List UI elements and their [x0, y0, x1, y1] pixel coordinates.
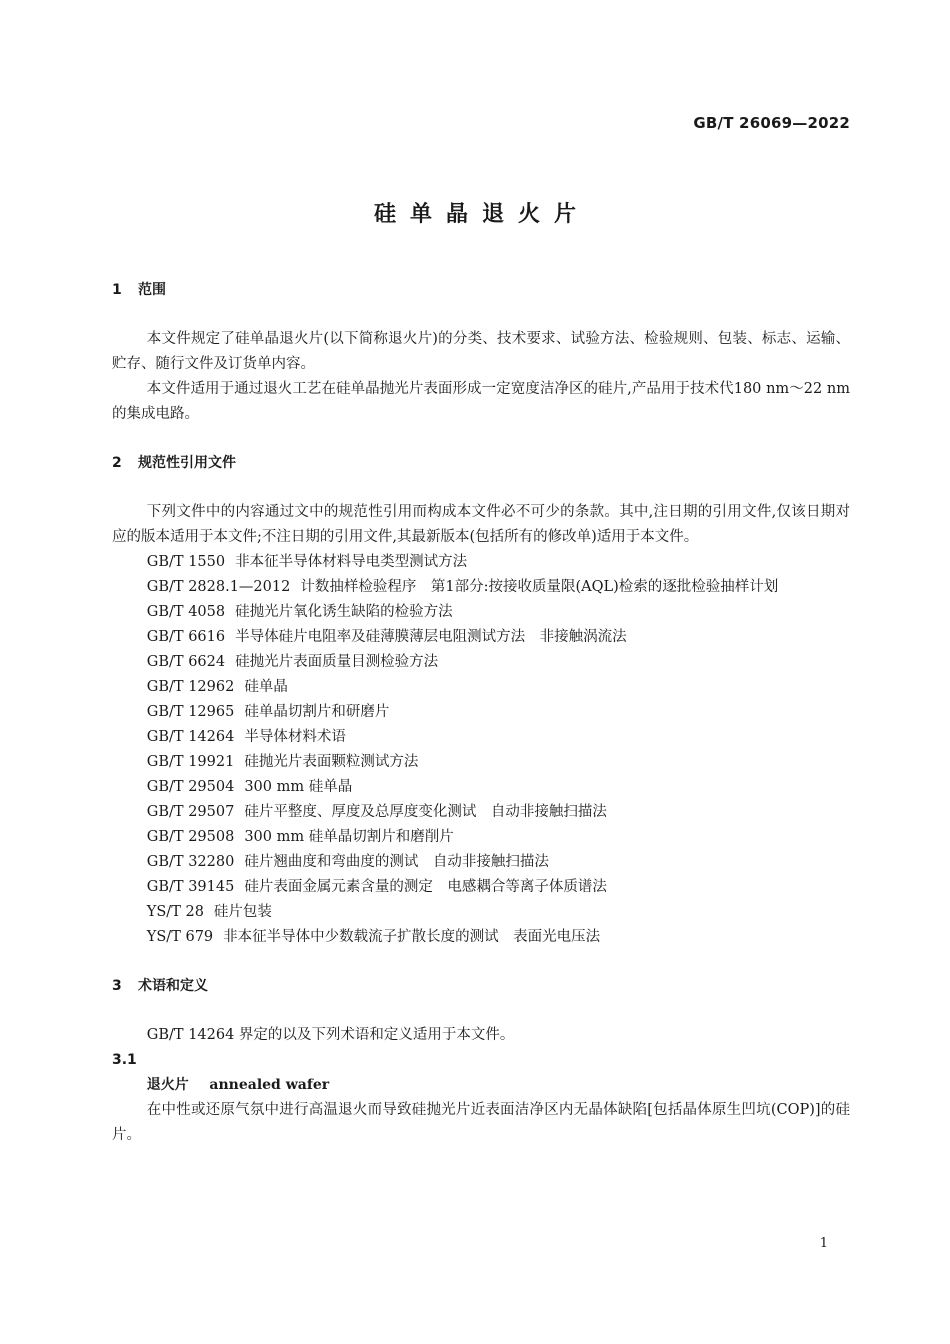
reference-code: GB/T 2828.1—2012 [146, 579, 291, 595]
section-title: 术语和定义 [138, 978, 208, 994]
reference-item [112, 825, 850, 850]
reference-title: 硅单晶 [244, 679, 288, 695]
reference-title: 半导体硅片电阻率及硅薄膜薄层电阻测试方法 非接触涡流法 [235, 629, 627, 645]
reference-item [112, 900, 850, 925]
reference-item [112, 775, 850, 800]
term-english: annealed wafer [209, 1077, 330, 1093]
reference-item [112, 800, 850, 825]
clause-number: 3.1 [112, 1052, 137, 1068]
reference-title: 非本征半导体中少数载流子扩散长度的测试 表面光电压法 [223, 929, 601, 945]
reference-item [112, 875, 850, 900]
reference-code: GB/T 29504 [146, 779, 235, 795]
reference-item [112, 625, 850, 650]
section-heading-terms [112, 974, 850, 999]
section-number: 1 [112, 282, 122, 298]
reference-title: 硅抛光片氧化诱生缺陷的检验方法 [235, 604, 453, 620]
reference-item [112, 725, 850, 750]
references-intro: 下列文件中的内容通过文中的规范性引用而构成本文件必不可少的条款。其中,注日期的引用文件,仅该日期对应的版本适用于本文件;不注日期的引用文件,其最新版本(包括所有的修改单)适用于本文件。 [112, 504, 850, 545]
reference-code: YS/T 679 [146, 929, 214, 945]
reference-item [112, 700, 850, 725]
reference-code: YS/T 28 [146, 904, 204, 920]
terms-intro: GB/T 14264 界定的以及下列术语和定义适用于本文件。 [146, 1027, 515, 1043]
page-number: 1 [819, 1236, 828, 1251]
reference-title: 硅片表面金属元素含量的测定 电感耦合等离子体质谱法 [244, 879, 607, 895]
section-title: 规范性引用文件 [138, 455, 236, 471]
section-heading-references [112, 451, 850, 476]
reference-code: GB/T 14264 [146, 729, 235, 745]
section-number: 2 [112, 455, 122, 471]
reference-code: GB/T 12965 [146, 704, 235, 720]
reference-code: GB/T 29508 [146, 829, 235, 845]
reference-title: 半导体材料术语 [244, 729, 346, 745]
reference-title: 非本征半导体材料导电类型测试方法 [235, 554, 468, 570]
reference-title: 硅片包装 [213, 904, 272, 920]
reference-title: 计数抽样检验程序 第1部分:按接收质量限(AQL)检索的逐批检验抽样计划 [300, 579, 779, 595]
document-title: 硅单晶退火片 [373, 202, 590, 227]
reference-item [112, 675, 850, 700]
document-body [112, 278, 850, 1148]
reference-title: 300 mm 硅单晶 [244, 779, 353, 795]
reference-code: GB/T 32280 [146, 854, 235, 870]
term-line [112, 1073, 850, 1098]
reference-title: 硅片翘曲度和弯曲度的测试 自动非接触扫描法 [244, 854, 549, 870]
reference-code: GB/T 29507 [146, 804, 235, 820]
reference-item [112, 575, 850, 600]
reference-code: GB/T 6624 [146, 654, 226, 670]
header-standard-number: GB/T 26069—2022 [693, 114, 850, 132]
reference-item [112, 600, 850, 625]
reference-code: GB/T 39145 [146, 879, 235, 895]
reference-code: GB/T 19921 [146, 754, 235, 770]
reference-title: 硅片平整度、厚度及总厚度变化测试 自动非接触扫描法 [244, 804, 607, 820]
reference-title: 硅抛光片表面颗粒测试方法 [244, 754, 419, 770]
section-title: 范围 [138, 282, 166, 298]
reference-code: GB/T 4058 [146, 604, 226, 620]
reference-item [112, 750, 850, 775]
scope-paragraph: 本文件适用于通过退火工艺在硅单晶抛光片表面形成一定宽度洁净区的硅片,产品用于技术代180 nm～22 nm的集成电路。 [112, 381, 850, 422]
reference-title: 硅单晶切割片和研磨片 [244, 704, 390, 720]
reference-title: 硅抛光片表面质量目测检验方法 [235, 654, 439, 670]
reference-item [112, 850, 850, 875]
reference-code: GB/T 12962 [146, 679, 235, 695]
term-chinese: 退火片 [146, 1077, 189, 1093]
reference-code: GB/T 6616 [146, 629, 226, 645]
reference-list [112, 550, 850, 950]
section-heading-scope [112, 278, 850, 303]
section-number: 3 [112, 978, 122, 994]
reference-item [112, 925, 850, 950]
reference-item [112, 650, 850, 675]
reference-code: GB/T 1550 [146, 554, 226, 570]
reference-item [112, 550, 850, 575]
scope-paragraph: 本文件规定了硅单晶退火片(以下简称退火片)的分类、技术要求、试验方法、检验规则、包装、标志、运输、贮存、随行文件及订货单内容。 [112, 331, 850, 372]
term-definition: 在中性或还原气氛中进行高温退火而导致硅抛光片近表面洁净区内无晶体缺陷[包括晶体原生凹坑(COP)]的硅片。 [112, 1102, 850, 1143]
reference-title: 300 mm 硅单晶切割片和磨削片 [244, 829, 454, 845]
